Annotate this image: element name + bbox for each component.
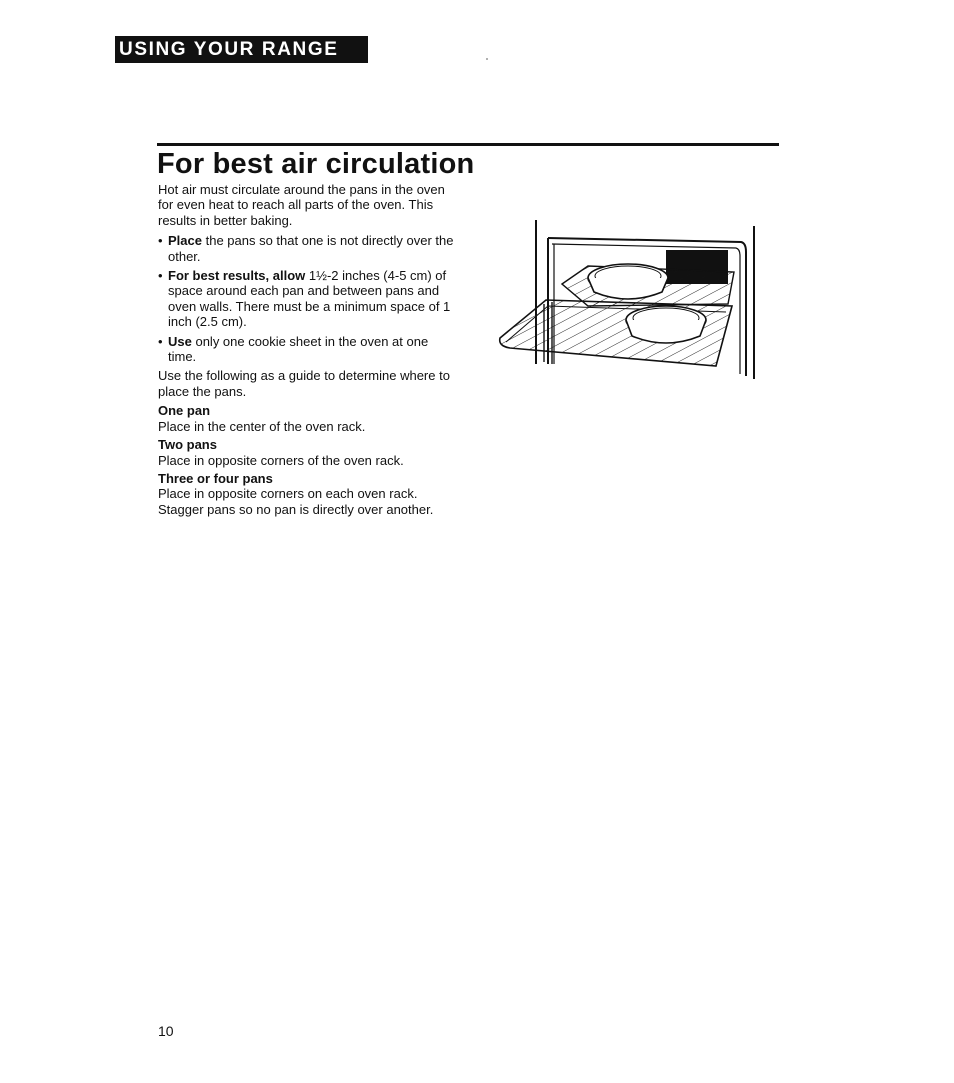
placement-text: Place in opposite corners of the oven rack.: [158, 452, 404, 468]
page-number: 10: [158, 1023, 174, 1039]
tip-text: the pans so that one is not directly over the other.: [168, 233, 454, 264]
placement-heading: One pan: [158, 403, 211, 419]
pan-lower-drawing: [626, 306, 706, 343]
placement-heading: Three or four pans: [158, 470, 273, 486]
tip-lead: Place: [168, 233, 202, 249]
tips-list: [158, 233, 458, 364]
tip-text: 1½-2 inches (4-5 cm) of space around each pan and between pans and oven walls. There must be a minimum space of 1 inch (2.5 cm).: [168, 268, 451, 330]
tip-lead: Use: [168, 333, 192, 349]
section-header-band: USING YOUR RANGE: [115, 36, 368, 63]
placement-text: Place in the center of the oven rack.: [158, 418, 366, 434]
tip-text: only one cookie sheet in the oven at one time.: [168, 333, 429, 365]
tip-lead: For best results, allow: [168, 268, 306, 284]
placement-text: Place in opposite corners on each oven rack. Stagger pans so no pan is directly over another.: [158, 486, 434, 517]
tip-item: [158, 334, 458, 365]
body-text: [158, 182, 458, 517]
guide-paragraph: Use the following as a guide to determine where to place the pans.: [158, 368, 450, 399]
tip-item: [158, 233, 458, 264]
placement-heading: Two pans: [158, 437, 217, 453]
oven-rack-illustration: [496, 214, 762, 382]
pan-upper-drawing: [588, 264, 668, 299]
intro-paragraph: Hot air must circulate around the pans in the oven for even heat to reach all parts of the oven. This results in better baking.: [158, 182, 445, 228]
page-title: For best air circulation: [157, 148, 475, 180]
tip-item: [158, 268, 458, 330]
scan-speck: [486, 58, 488, 60]
